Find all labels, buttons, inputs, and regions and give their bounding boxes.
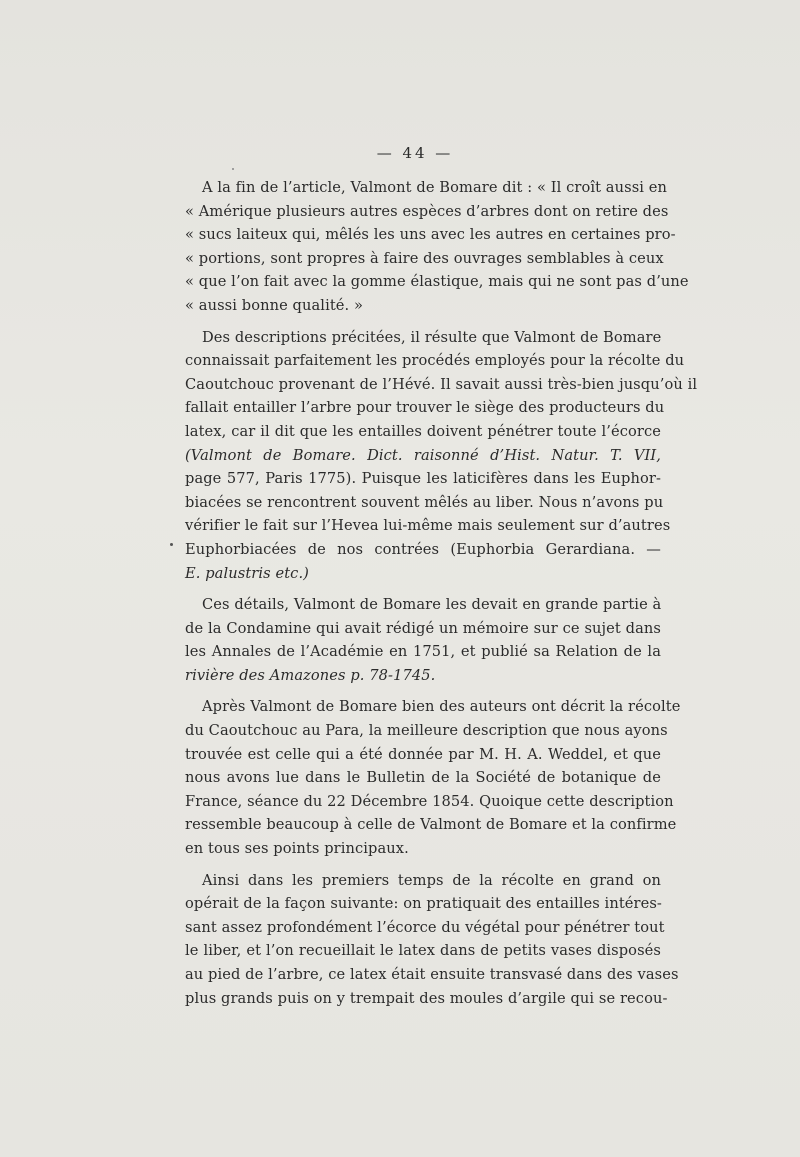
text-line: connaissait parfaitement les procédés employés pour la récolte du: [185, 352, 685, 370]
text-line: ressemble beaucoup à celle de Valmont de Bomare et la confirme: [185, 816, 677, 834]
text-line: Des descriptions précitées, il résulte que Valmont de Bomare: [202, 328, 662, 346]
text-line: de la Condamine qui avait rédigé un mémoire sur ce sujet dans: [185, 619, 661, 637]
text-line: France, séance du 22 Décembre 1854. Quoique cette description: [185, 792, 674, 810]
text-line: le liber, et l’on recueillait le latex dans de petits vases disposés: [185, 942, 661, 960]
text-line: trouvée est celle qui a été donnée par M. H. A. Weddel, et que: [185, 745, 661, 763]
text-line: au pied de l’arbre, ce latex était ensuite transvasé dans des vases: [185, 966, 679, 983]
page-number: — 44 —: [376, 144, 454, 162]
text-line: plus grands puis on y trempait des moules d’argile qui se recou-: [185, 989, 668, 1007]
text-line: Ces détails, Valmont de Bomare les devait en grande partie à: [202, 596, 662, 614]
text-line: les Annales de l’Académie en 1751, et publié sa Relation de la: [185, 643, 661, 661]
text-line: nous avons lue dans le Bulletin de la Société de botanique de: [185, 769, 661, 787]
paper-speck: [170, 543, 173, 546]
paragraph-4: [185, 695, 681, 860]
text-line: du Caoutchouc au Para, la meilleure description que nous ayons: [185, 722, 668, 740]
text-line: Caoutchouc provenant de l’Hévé. Il savait aussi très-bien jusqu’où il: [185, 375, 698, 393]
text-line: E. palustris etc.): [185, 564, 309, 582]
text-line: « que l’on fait avec la gomme élastique, mais qui ne sont pas d’une: [185, 273, 689, 291]
text-line: vérifier le fait sur l’Hevea lui-même mais seulement sur d’autres: [185, 517, 671, 535]
text-line: « aussi bonne qualité. »: [185, 296, 364, 314]
text-line: rivière des Amazones p. 78-1745.: [185, 666, 436, 684]
text-line: « sucs laiteux qui, mêlés les uns avec les autres en certaines pro-: [185, 226, 676, 244]
text-line: « portions, sont propres à faire des ouvrages semblables à ceux: [185, 249, 664, 267]
text-line: « Amérique plusieurs autres espèces d’arbres dont on retire des: [185, 202, 669, 220]
text-line: A la fin de l’article, Valmont de Bomare dit : « Il croît aussi en: [202, 179, 668, 196]
paragraph-5: [185, 869, 679, 1011]
paragraph-3: [185, 593, 661, 687]
text-line: (Valmont de Bomare. Dict. raisonné d’Hist. Natur. T. VII,: [185, 446, 661, 464]
paper-speck: [232, 168, 234, 170]
text-line: Ainsi dans les premiers temps de la récolte en grand on: [202, 871, 661, 889]
text-line: sant assez profondément l’écorce du végétal pour pénétrer tout: [185, 918, 665, 936]
paragraph-1: [185, 176, 689, 318]
text-line: en tous ses points principaux.: [185, 840, 409, 858]
body-text: [185, 176, 698, 1018]
text-line: opérait de la façon suivante: on pratiquait des entailles intéres-: [185, 895, 662, 913]
text-line: fallait entailler l’arbre pour trouver le siège des producteurs du: [185, 399, 665, 417]
text-line: page 577, Paris 1775). Puisque les laticifères dans les Euphor-: [185, 470, 661, 488]
paragraph-2: [185, 326, 698, 586]
text-line: Après Valmont de Bomare bien des auteurs ont décrit la récolte: [202, 698, 681, 716]
text-line: Euphorbiacées de nos contrées (Euphorbia Gerardiana. —: [185, 540, 661, 558]
text-line: latex, car il dit que les entailles doivent pénétrer toute l’écorce: [185, 422, 661, 440]
text-line: biacées se rencontrent souvent mêlés au liber. Nous n’avons pu: [185, 493, 664, 511]
